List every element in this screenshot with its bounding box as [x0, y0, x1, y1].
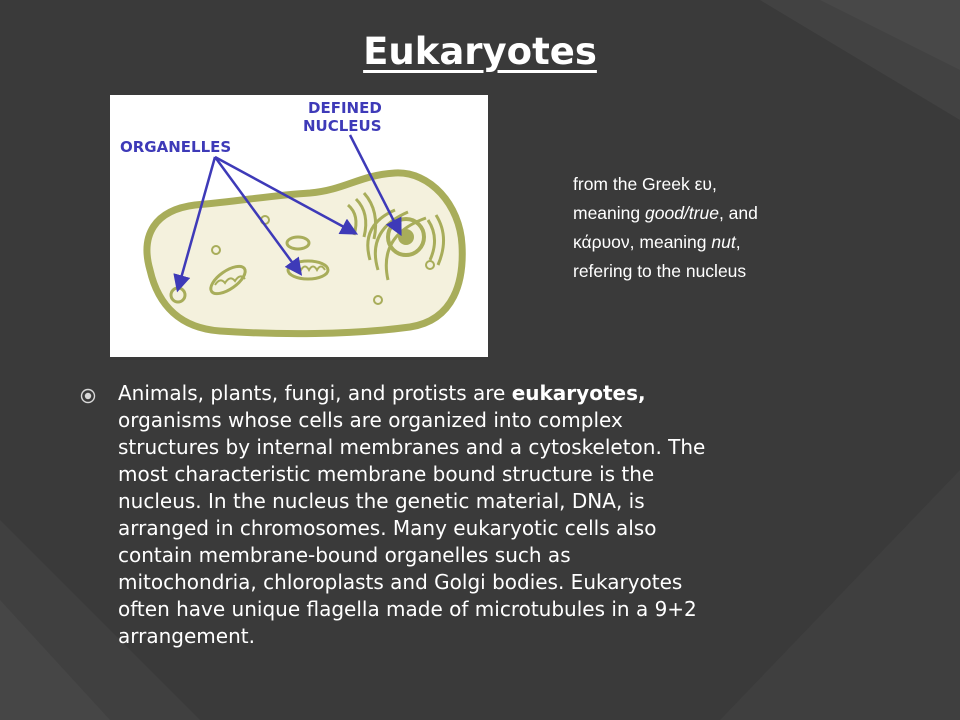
bullet-line: most characteristic membrane bound structure is the [118, 462, 655, 486]
eukaryotic-cell-diagram [110, 95, 488, 357]
bullet-line: organisms whose cells are organized into complex [118, 408, 623, 432]
label-defined: DEFINED [308, 99, 382, 117]
bullet-line: arranged in chromosomes. Many eukaryotic cells also [118, 516, 657, 540]
caption-line: refering to the nucleus [573, 261, 747, 281]
slide-title: Eukaryotes [363, 30, 597, 73]
bullet-line: often have unique flagella made of microtubules in a 9+2 [118, 597, 697, 621]
label-organelles: ORGANELLES [120, 138, 232, 156]
caption-line: from the Greek ευ, [573, 174, 717, 194]
target-bullet-icon [80, 388, 96, 404]
bullet-line: nucleus. In the nucleus the genetic material, DNA, is [118, 489, 645, 513]
bullet-line: structures by internal membranes and a cytoskeleton. The [118, 435, 706, 459]
bullet-line: mitochondria, chloroplasts and Golgi bodies. Eukaryotes [118, 570, 683, 594]
bullet-line: contain membrane-bound organelles such as [118, 543, 571, 567]
greek-etymology-caption [573, 170, 873, 286]
caption-line: κάρυον, meaning nut, [573, 232, 741, 252]
caption-line: meaning good/true, and [573, 203, 758, 223]
label-nucleus: NUCLEUS [303, 117, 382, 135]
bullet-text [118, 380, 878, 650]
bullet-line: Animals, plants, fungi, and protists are eukaryotes, [118, 381, 646, 405]
bullet-line: arrangement. [118, 624, 255, 648]
